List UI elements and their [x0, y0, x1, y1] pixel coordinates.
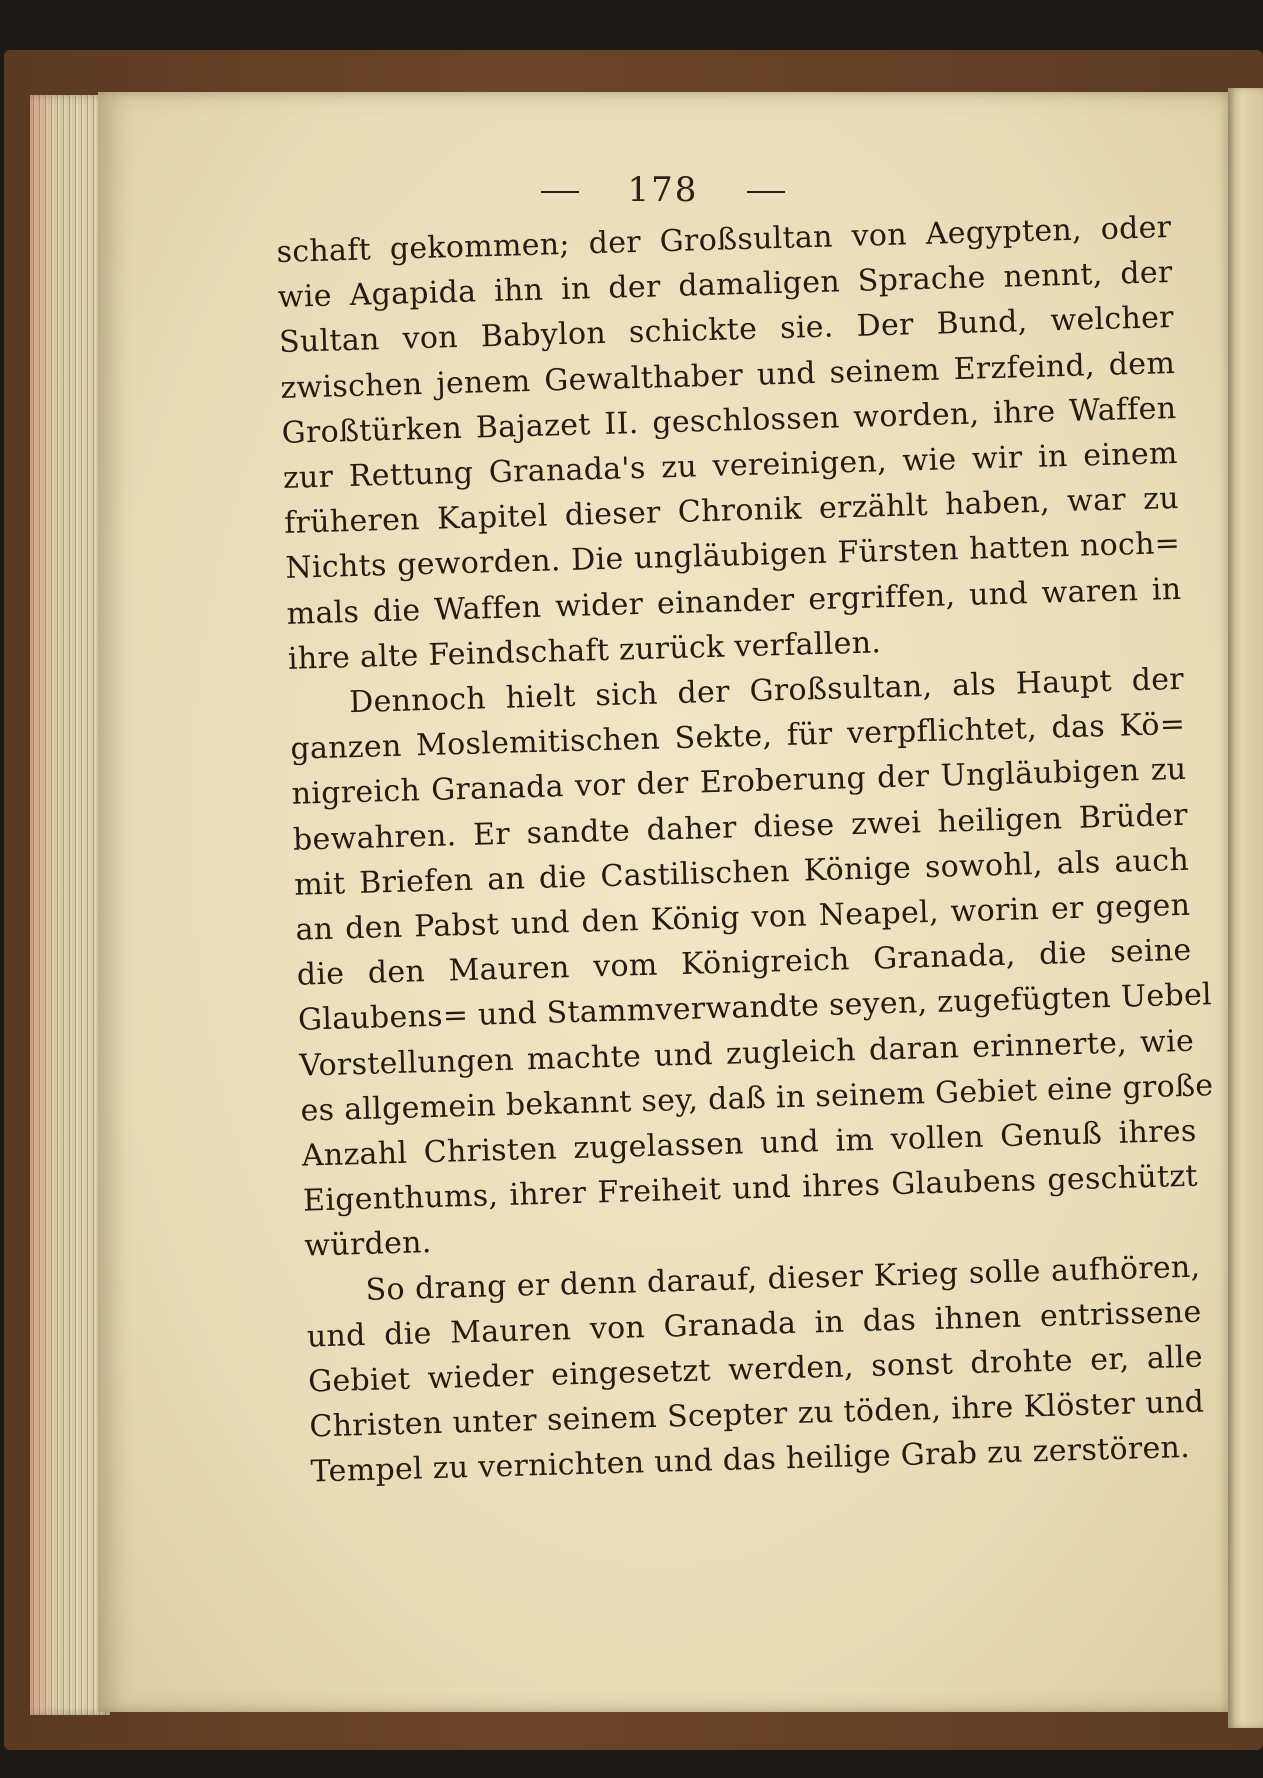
- book-page: [98, 92, 1228, 1712]
- text-line: Sultan von Babylon schickte sie. Der Bund, welcher: [278, 300, 1175, 361]
- text-line: wie Agapida ihn in der damaligen Sprache nennt, der: [277, 255, 1174, 316]
- text-line: zwischen jenem Gewalthaber und seinem Erzfeind, dem: [279, 345, 1176, 406]
- text-line: Glaubens= und Stammverwandte seyen, zugefügten Uebel: [297, 977, 1213, 1039]
- text-line: So drang er denn darauf, dieser Krieg solle aufhören,: [365, 1249, 1201, 1308]
- text-line: früheren Kapitel dieser Chronik erzählt haben, war zu: [283, 481, 1180, 542]
- text-line: mals die Waffen wider einander ergriffen, und waren in: [286, 571, 1182, 632]
- text-line: Christen unter seinem Scepter zu töden, ihre Klöster und: [308, 1384, 1205, 1445]
- header-dash-left: [541, 191, 579, 193]
- text-line: ihre alte Feindschaft zurück verfallen.: [287, 625, 882, 677]
- text-line: die den Mauren vom Königreich Granada, die seine: [296, 932, 1192, 993]
- text-line: Anzahl Christen zugelassen und im vollen Genuß ihres: [301, 1113, 1198, 1174]
- text-line: ganzen Moslemitischen Sekte, für verpflichtet, das Kö=: [290, 707, 1186, 768]
- text-line: Eigenthums, ihrer Freiheit und ihres Glaubens geschützt: [302, 1158, 1199, 1219]
- text-line: es allgemein bekannt sey, daß in seinem Gebiet eine große: [300, 1068, 1214, 1129]
- text-line: Tempel zu vernichten und das heilige Grab zu zerstören.: [310, 1430, 1191, 1490]
- page-number: 178: [627, 170, 699, 210]
- body-text: [276, 205, 1214, 1495]
- text-line: würden.: [303, 1225, 433, 1265]
- text-line: an den Pabst und den König von Neapel, worin er gegen: [295, 887, 1191, 948]
- text-line: und die Mauren von Granada in das ihnen entrissene: [306, 1294, 1203, 1355]
- facing-page-edge: [1228, 88, 1263, 1728]
- text-line: nigreich Granada vor der Eroberung der Ungläubigen zu: [291, 752, 1187, 813]
- text-line: mit Briefen an die Castilischen Könige sowohl, als auch: [293, 842, 1190, 903]
- text-line: Nichts geworden. Die ungläubigen Fürsten hatten noch=: [284, 526, 1181, 587]
- page-header: [98, 170, 1228, 210]
- text-line: Gebiet wieder eingesetzt werden, sonst drohte er, alle: [307, 1339, 1204, 1400]
- text-line: bewahren. Er sandte daher diese zwei heiligen Brüder: [292, 797, 1189, 858]
- header-dash-right: [747, 191, 785, 193]
- text-line: zur Rettung Granada's zu vereinigen, wie wir in einem: [282, 435, 1179, 496]
- text-line: Vorstellungen machte und zugleich daran erinnerte, wie: [298, 1023, 1195, 1084]
- text-line: Dennoch hielt sich der Großsultan, als Haupt der: [348, 661, 1185, 721]
- text-line: schaft gekommen; der Großsultan von Aegypten, oder: [276, 210, 1172, 270]
- text-line: Großtürken Bajazet II. geschlossen worden, ihre Waffen: [281, 390, 1177, 451]
